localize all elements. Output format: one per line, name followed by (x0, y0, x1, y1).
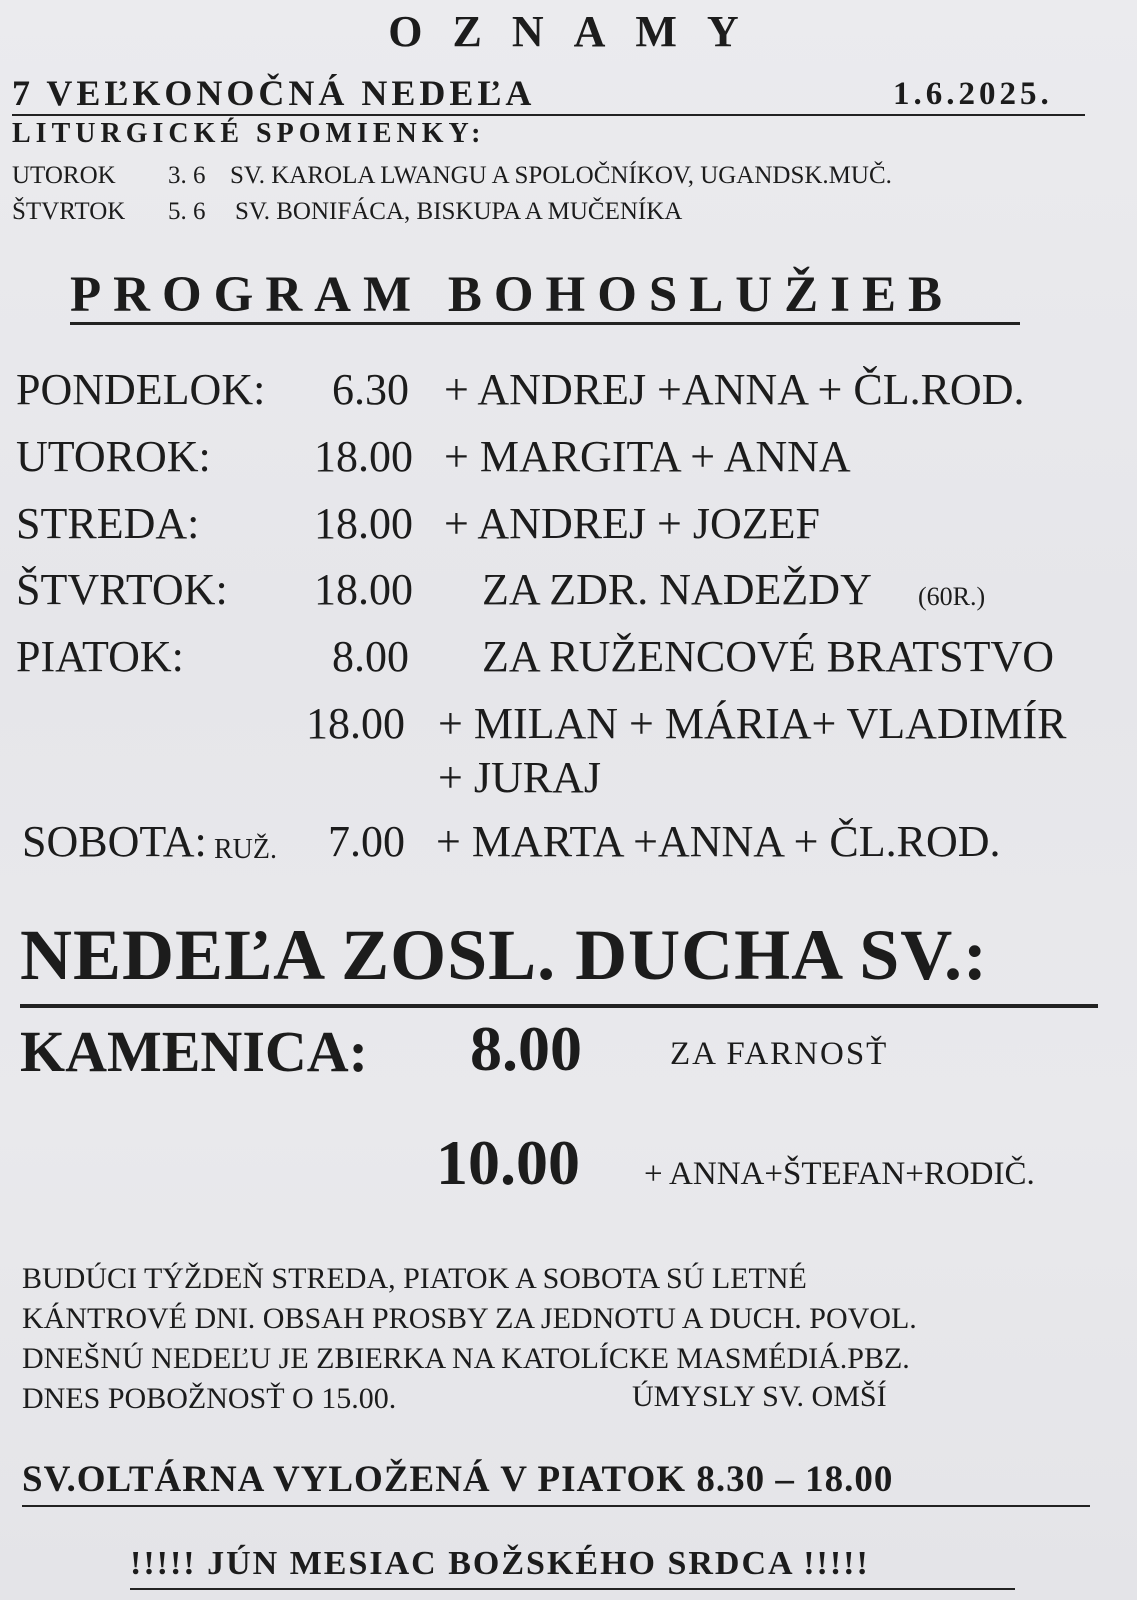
liturgical-day: ŠTVRTOK (12, 198, 126, 225)
schedule-time: 18.00 (314, 499, 413, 548)
sunday-heading-rule (20, 1004, 1098, 1008)
schedule-time: 18.00 (314, 432, 413, 481)
schedule-time: 18.00 (314, 565, 413, 614)
schedule-intention: ZA ZDR. NADEŽDY (482, 565, 872, 614)
schedule-time: 7.00 (328, 817, 405, 866)
schedule-intention: + MARGITA + ANNA (444, 432, 851, 481)
schedule-day: SOBOTA: (22, 817, 207, 866)
sunday-mass-time: 8.00 (470, 1013, 582, 1084)
schedule-day: UTOROK: (16, 432, 211, 481)
schedule-intention: + ANDREJ +ANNA + ČL.ROD. (444, 365, 1025, 414)
schedule-day: PIATOK: (16, 632, 184, 681)
schedule-day-note: RUŽ. (214, 834, 277, 865)
schedule-intention-continued: + JURAJ (438, 753, 601, 802)
header-rule (12, 114, 1085, 116)
liturgical-text: SV. KAROLA LWANGU A SPOLOČNÍKOV, UGANDSK.MUČ. (230, 162, 892, 189)
schedule-intention: + MILAN + MÁRIA+ VLADIMÍR (438, 699, 1067, 748)
program-heading-rule (70, 322, 1020, 325)
schedule-intention: ZA RUŽENCOVÉ BRATSTVO (482, 632, 1055, 681)
week-date: 1.6.2025. (893, 76, 1053, 112)
june-rule (130, 1588, 1015, 1590)
adoration-rule (22, 1505, 1090, 1507)
week-title: 7 VEĽKONOČNÁ NEDEĽA (12, 73, 536, 113)
notice-line: DNEŠNÚ NEDEĽU JE ZBIERKA NA KATOLÍCKE MASMÉDIÁ.PBZ. (22, 1342, 910, 1375)
schedule-intention: + MARTA +ANNA + ČL.ROD. (436, 817, 1001, 866)
liturgical-text: SV. BONIFÁCA, BISKUPA A MUČENÍKA (235, 198, 683, 225)
schedule-time: 6.30 (332, 365, 409, 414)
program-heading: PROGRAM BOHOSLUŽIEB (70, 267, 955, 323)
schedule-day: ŠTVRTOK: (16, 565, 228, 614)
sunday-place: KAMENICA: (20, 1019, 368, 1084)
sunday-mass-intention: + ANNA+ŠTEFAN+RODIČ. (644, 1156, 1035, 1192)
liturgical-date: 5. 6 (168, 198, 206, 225)
schedule-intention: + ANDREJ + JOZEF (444, 499, 820, 548)
notice-line: BUDÚCI TÝŽDEŇ STREDA, PIATOK A SOBOTA SÚ LETNÉ (22, 1262, 807, 1295)
schedule-time: 18.00 (306, 699, 405, 748)
notice-line: KÁNTROVÉ DNI. OBSAH PROSBY ZA JEDNOTU A DUCH. POVOL. (22, 1302, 917, 1335)
liturgical-date: 3. 6 (168, 162, 206, 189)
sunday-mass-time: 10.00 (436, 1127, 580, 1198)
schedule-time: 8.00 (332, 632, 409, 681)
schedule-note: (60R.) (918, 582, 986, 611)
schedule-day: STREDA: (16, 499, 200, 548)
sunday-mass-intention: ZA FARNOSŤ (670, 1036, 889, 1072)
notice-line: DNES POBOŽNOSŤ O 15.00. (22, 1382, 397, 1415)
page-title: OZNAMY (388, 7, 769, 56)
schedule-day: PONDELOK: (16, 365, 266, 414)
liturgical-heading: LITURGICKÉ SPOMIENKY: (12, 118, 486, 149)
mass-intentions-note: ÚMYSLY SV. OMŠÍ (632, 1380, 887, 1413)
adoration-notice: SV.OLTÁRNA VYLOŽENÁ V PIATOK 8.30 – 18.00 (22, 1459, 894, 1500)
liturgical-day: UTOROK (12, 162, 116, 189)
june-notice: !!!!! JÚN MESIAC BOŽSKÉHO SRDCA !!!!! (130, 1545, 870, 1582)
sunday-heading: NEDEĽA ZOSL. DUCHA SV.: (20, 915, 988, 995)
